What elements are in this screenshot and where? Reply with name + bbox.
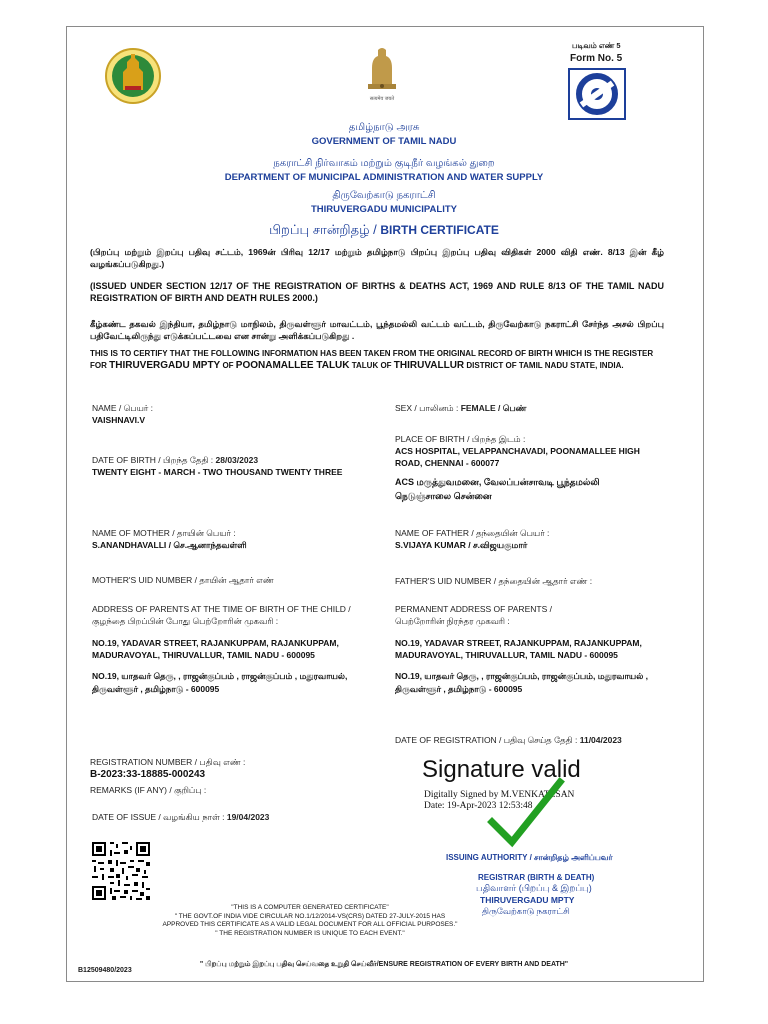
addr-birth-label-en: ADDRESS OF PARENTS AT THE TIME OF BIRTH OF THE CHILD / (92, 604, 351, 614)
note-line-1: "THIS IS A COMPUTER GENERATED CERTIFICATE" (231, 904, 389, 911)
note-line-2: " THE GOVT.OF INDIA VIDE CIRCULAR NO.1/12/2014-VS(CRS) DATED 27-JULY-2015 HAS (174, 912, 446, 920)
dob-line (92, 455, 258, 467)
issue-label: DATE OF ISSUE / வழங்கிய நாள் : (92, 812, 227, 822)
sex-line (395, 403, 526, 415)
dept-title-ta: நகராட்சி நிர்வாகம் மற்றும் குடிநீர் வழங்கல் துறை (273, 158, 495, 169)
authority-office-en: THIRUVERGADU MPTY (480, 895, 575, 905)
reg-date-value: 11/04/2023 (579, 735, 622, 745)
sex-label: SEX / பாலினம் : (395, 403, 461, 413)
certificate-title (0, 222, 768, 239)
father-label: NAME OF FATHER / தந்தையின் பெயர் : (395, 528, 550, 538)
reg-no-label: REGISTRATION NUMBER / பதிவு எண் : (90, 757, 246, 767)
certify-en-of: OF (220, 361, 236, 370)
certify-en-taluk-of: TALUK OF (349, 361, 394, 370)
form-number-en: Form No. 5 (570, 53, 623, 64)
reg-date-label: DATE OF REGISTRATION / பதிவு செய்த தேதி : (395, 735, 580, 745)
form-number-ta: படிவம் எண் 5 (572, 41, 621, 50)
father-uid-label: FATHER'S UID NUMBER / தந்தையின் ஆதார் எண் : (395, 576, 593, 586)
signature-signed-by: Digitally Signed by M.VENKATESAN (424, 790, 575, 800)
signature-status: Signature valid (422, 756, 581, 783)
father-value: S.VIJAYA KUMAR / ச.விஜயகுமார் (395, 540, 528, 550)
check-mark-icon (486, 772, 566, 852)
remarks-label: REMARKS (IF ANY) / குறிப்பு : (90, 785, 207, 795)
certificate-title-en: BIRTH CERTIFICATE (380, 223, 499, 237)
pob-label: PLACE OF BIRTH / பிறந்த இடம் : (395, 434, 526, 444)
issued-under-ta: (பிறப்பு மற்றும் இறப்பு பதிவு சட்டம், 1969ன் பிரிவு 12/17 மற்றும் தமிழ்நாடு பிறப்பு இறப்பு பதிவு விதிகள் 2000 விதி எண். 8/13 இன் கீழ் வழங்கப்படுகிறது.) (90, 247, 664, 269)
addr-perm-ta: NO.19, யாதவர் தெரு, , ராஜன்குப்பம், ராஜன்குப்பம், மதுரவாயல் , திருவள்ளூர் , தமிழ்நாடு - 600095 (395, 671, 648, 694)
issued-under-en: (ISSUED UNDER SECTION 12/17 OF THE REGISTRATION OF BIRTHS & DEATHS ACT, 1969 AND RULE 8/13 OF THE TAMIL NADU REGISTRATION OF BIRTH AND DEATH RULES 2000.) (90, 281, 664, 303)
footer-slogan: " பிறப்பு மற்றும் இறப்பு பதிவு செய்வதை உறுதி செய்வீர்/ENSURE REGISTRATION OF EVERY BIRTH AND DEATH" (199, 961, 569, 968)
reg-date-line (395, 735, 622, 747)
note-line-3: APPROVED THIS CERTIFICATE AS A VALID LEGAL DOCUMENT FOR ALL OFFICIAL PURPOSES." (162, 921, 458, 928)
certify-place: THIRUVERGADU MPTY (109, 360, 221, 371)
certify-taluk: POONAMALLEE TALUK (235, 360, 350, 371)
signature-date: Date: 19-Apr-2023 12:53:48 (424, 801, 533, 811)
muni-title-ta: திருவேற்காடு நகராட்சி (332, 190, 436, 201)
addr-birth-en: NO.19, YADAVAR STREET, RAJANKUPPAM, RAJANKUPPAM, MADURAVOYAL, THIRUVALLUR, TAMIL NADU - 600095 (92, 638, 339, 660)
pob-value-ta: ACS மருத்துவமனை, வேலப்பன்சாவடி பூந்தமல்லி நெடுஞ்சாலை சென்னை (395, 477, 600, 501)
computer-generated-notes (150, 904, 470, 938)
govt-title-ta: தமிழ்நாடு அரசு (348, 122, 420, 133)
tamil-nadu-emblem (105, 46, 161, 106)
authority-title-ta: பதிவாளர் (பிறப்பு & இறப்பு) (476, 883, 592, 893)
issue-value: 19/04/2023 (226, 812, 270, 822)
certify-district: THIRUVALLUR (393, 360, 465, 371)
dob-words: TWENTY EIGHT - MARCH - TWO THOUSAND TWENTY THREE (92, 467, 343, 477)
authority-title-en: REGISTRAR (BIRTH & DEATH) (478, 873, 595, 882)
dob-value: 28/03/2023 (215, 455, 259, 465)
footer-serial: B12509480/2023 (78, 967, 132, 974)
mother-label: NAME OF MOTHER / தாயின் பெயர் : (92, 528, 236, 538)
certify-en-part1: THIS IS TO CERTIFY THAT THE FOLLOWING INFORMATION HAS BEEN TAKEN FROM THE ORIGINAL RECORD OF BIRTH WHICH IS THE REGISTER FOR (90, 349, 654, 370)
authority-office-ta: திருவேற்காடு நகராட்சி (482, 906, 570, 916)
dept-title-en: DEPARTMENT OF MUNICIPAL ADMINISTRATION AND WATER SUPPLY (224, 172, 544, 183)
mother-value: S.ANANDHAVALLI / செ.ஆனாந்தவள்ளி (92, 540, 247, 550)
issue-line (92, 812, 269, 824)
certificate-title-ta: பிறப்பு சான்றிதழ் / (269, 222, 381, 237)
reg-no-value: B-2023:33-18885-000243 (90, 769, 206, 780)
addr-birth-ta: NO.19, யாதவர் தெரு, , ராஜன்குப்பம் , ராஜன்குப்பம் , மதுரவாயல், திருவள்ளூர் , தமிழ்நாடு - 600095 (92, 671, 348, 694)
pob-value-en: ACS HOSPITAL, VELAPPANCHAVADI, POONAMALLEE HIGH ROAD, CHENNAI - 600077 (395, 446, 640, 468)
muni-title-en: THIRUVERGADU MUNICIPALITY (310, 204, 458, 215)
qr-code (90, 840, 152, 902)
name-label: NAME / பெயர் : (92, 403, 154, 413)
certify-ta: கீழ்கண்ட தகவல் இந்தியா, தமிழ்நாடு மாநிலம், திருவள்ளூர் மாவட்டம், பூந்தமல்லி வட்டம் வட்டம், திருவேற்காடு நகராட்சி சேர்ந்த அசல் பிறப்பு பதிவேட்டிலிருந்து எடுக்கப்பட்டவை என சான்று அளிக்கப்படுகிறது . (90, 319, 664, 341)
addr-perm-en: NO.19, YADAVAR STREET, RAJANKUPPAM, RAJANKUPPAM, MADURAVOYAL, THIRUVALLUR, TAMIL NADU - 600095 (395, 638, 642, 660)
addr-perm-label-ta: பெற்றோரின் நிரந்தர முகவரி : (395, 616, 510, 626)
name-value: VAISHNAVI.V (92, 415, 146, 425)
mother-uid-label: MOTHER'S UID NUMBER / தாயின் ஆதார் எண் (92, 575, 274, 585)
dob-label: DATE OF BIRTH / பிறந்த தேதி : (92, 455, 216, 465)
addr-perm-label-en: PERMANENT ADDRESS OF PARENTS / (395, 604, 552, 614)
note-line-4: " THE REGISTRATION NUMBER IS UNIQUE TO EACH EVENT." (215, 929, 405, 937)
certify-en (90, 348, 664, 372)
authority-label: ISSUING AUTHORITY / சான்றிதழ் அளிப்பவர் (446, 853, 613, 862)
govt-title-en: GOVERNMENT OF TAMIL NADU (311, 136, 457, 147)
crs-logo (568, 68, 626, 120)
emblem-caption: सत्यमेव जयते (369, 96, 395, 102)
sex-value: FEMALE / பெண் (460, 403, 527, 413)
national-emblem (360, 44, 404, 106)
certify-en-part2: DISTRICT OF TAMIL NADU STATE, INDIA. (464, 361, 624, 370)
addr-birth-label-ta: குழந்தை பிறப்பின் போது பெற்றோரின் முகவரி : (92, 616, 279, 626)
